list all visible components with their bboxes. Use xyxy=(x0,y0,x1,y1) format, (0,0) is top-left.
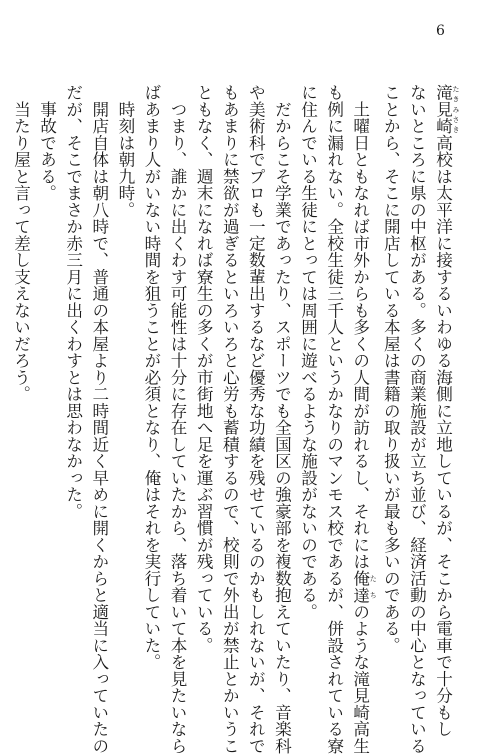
body-text xyxy=(7,84,460,754)
ruby-reading: たち xyxy=(369,569,378,604)
text-run: ともなく、週末になれば寮生の多くが市街地へ足を運ぶ習慣が残っている。 xyxy=(194,84,214,654)
text-run: だからこそ学業であったり、スポーツでも全国区の強豪部を複数抱えていたり、音楽科 xyxy=(272,84,292,754)
text-run: 高校は太平洋に接するいわゆる海側に立地しているが、そこから電車で十分もし xyxy=(433,134,453,738)
text-run: ことから、そこに開店している本屋は書籍の取り扱いが最も多いのである。 xyxy=(381,84,401,654)
text-run: 当たり屋と言って差し支えないだろう。 xyxy=(11,84,31,403)
furigana-word xyxy=(433,84,460,135)
ruby-base: 俺達 xyxy=(350,569,370,604)
ruby-base: 滝見崎 xyxy=(433,84,453,135)
text-line xyxy=(112,84,138,664)
text-line xyxy=(242,84,268,754)
text-run: ないところに県の中枢がある。多くの商業施設が立ち並び、経済活動の中心となっている xyxy=(407,84,427,754)
text-run: だが、そこでまさか赤三月に出くわすとは思わなかった。 xyxy=(63,84,83,520)
text-line xyxy=(377,84,403,664)
text-line xyxy=(403,84,429,754)
page-number: 6 xyxy=(436,23,445,39)
text-run: も例に漏れない。全校生徒三千人というかなりのマンモス校であるが、併設されている寮 xyxy=(324,84,344,754)
text-line xyxy=(216,84,242,754)
text-line xyxy=(347,84,378,754)
text-run: 開店自体は朝八時で、普通の本屋より二時間近く早めに開くからと適当に入っていたの xyxy=(89,84,109,754)
text-run: 土曜日ともなれば市外からも多くの人間が訪れるし、それには xyxy=(350,84,370,570)
text-run: ばあまり人がいない時間を狙うことが必須となり、俺はそれを実行していた。 xyxy=(141,84,161,671)
text-run: に住んでいる生徒にとっては周囲に遊べるような施設がないのである。 xyxy=(298,84,318,620)
text-run: つまり、誰かに出くわす可能性は十分に存在していたから、落ち着いて本を見たいなら xyxy=(168,84,188,754)
text-run: 事故である。 xyxy=(37,84,57,202)
text-run: や美術科でプロも一定数輩出するなど優秀な功績を残せているのかもしれないが、それで xyxy=(246,84,266,754)
text-run: のような滝見崎高生 xyxy=(350,603,370,754)
text-line xyxy=(164,84,190,754)
text-line xyxy=(190,84,216,664)
text-line xyxy=(34,84,60,664)
ruby-reading: たきみさき xyxy=(452,84,460,135)
text-line xyxy=(86,84,112,754)
text-line xyxy=(268,84,294,754)
text-line xyxy=(321,84,347,754)
text-run: もあまりに禁欲が過ぎるといろいろと心労も蓄積するので、校則で外出が禁止とかいうこ xyxy=(220,84,240,754)
text-run: 時刻は朝九時。 xyxy=(115,84,135,218)
text-line xyxy=(429,84,460,738)
furigana-word xyxy=(350,569,378,604)
text-line xyxy=(7,84,33,664)
text-line xyxy=(294,84,320,664)
text-line xyxy=(60,84,86,664)
text-line xyxy=(138,84,164,671)
